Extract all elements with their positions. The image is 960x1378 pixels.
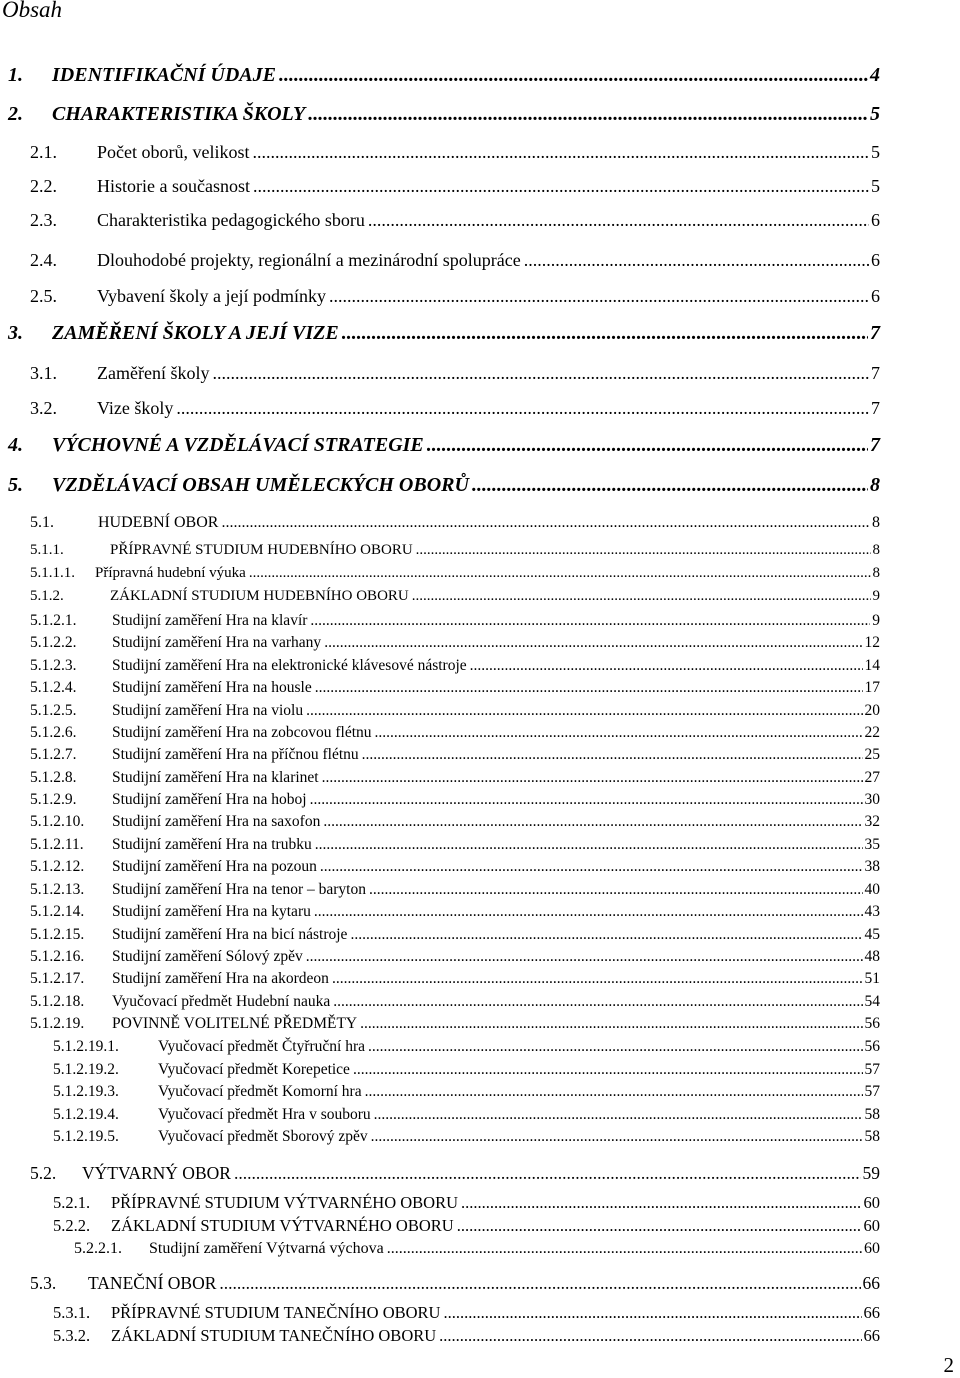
toc-title: Vize školy <box>97 398 174 418</box>
toc-entry-5-1-2-19-4[interactable] <box>53 1106 880 1124</box>
toc-page: 30 <box>864 791 880 808</box>
toc-entry-5-1-2-19-3[interactable] <box>53 1083 880 1101</box>
toc-title: Vyučovací předmět Čtyřruční hra <box>158 1038 366 1055</box>
toc-entry-5-1-2-10[interactable] <box>30 813 880 831</box>
toc-number: 1. <box>8 64 23 86</box>
toc-page: 22 <box>864 724 880 741</box>
toc-leader <box>461 1193 861 1213</box>
toc-page: 38 <box>864 858 880 875</box>
toc-leader <box>253 176 869 197</box>
toc-entry-5-1-2-11[interactable] <box>30 836 880 854</box>
toc-page: 5 <box>871 176 880 196</box>
toc-page: 59 <box>862 1163 880 1183</box>
toc-number: 5.1.2.4. <box>30 679 77 696</box>
toc-leader <box>353 1061 863 1079</box>
toc-entry-5-2-2[interactable] <box>53 1216 880 1236</box>
toc-entry-2-1[interactable] <box>30 142 880 163</box>
toc-title: Charakteristika pedagogického sboru <box>97 210 365 230</box>
toc-number: 5.1.2.19.1. <box>53 1038 119 1055</box>
toc-page: 8 <box>872 514 880 531</box>
toc-number: 5. <box>8 474 23 496</box>
toc-title: Studijní zaměření Hra na klarinet <box>112 769 319 786</box>
toc-number: 5.1.2.19.2. <box>53 1061 119 1078</box>
toc-leader <box>212 363 869 384</box>
toc-leader <box>234 1163 861 1184</box>
toc-number: 5.1.2.19.5. <box>53 1128 119 1145</box>
toc-entry-2[interactable] <box>8 103 880 126</box>
toc-page: 17 <box>864 679 880 696</box>
toc-leader <box>360 1015 862 1033</box>
toc-entry-2-2[interactable] <box>30 176 880 197</box>
toc-page: 7 <box>871 363 880 383</box>
toc-leader <box>306 702 862 720</box>
toc-number: 2.4. <box>30 250 57 270</box>
toc-number: 5.1.2.1. <box>30 612 77 629</box>
toc-entry-5-2-2-1[interactable] <box>74 1240 880 1258</box>
toc-page: 20 <box>864 702 880 719</box>
toc-leader <box>369 881 863 899</box>
toc-leader <box>443 1303 861 1323</box>
toc-leader <box>412 588 871 605</box>
toc-number: 5.1. <box>30 514 54 531</box>
toc-number: 5.1.2.2. <box>30 634 77 651</box>
toc-leader <box>329 286 869 307</box>
toc-number: 5.3.2. <box>53 1326 91 1345</box>
toc-entry-5-3-2[interactable] <box>53 1326 880 1346</box>
toc-title: VZDĚLÁVACÍ OBSAH UMĚLECKÝCH OBORŮ <box>52 474 469 496</box>
toc-entry-5[interactable] <box>8 474 880 497</box>
toc-title: Studijní zaměření Hra na elektronické klávesové nástroje <box>112 657 467 674</box>
toc-entry-5-1-2-19-2[interactable] <box>53 1061 880 1079</box>
toc-page: 56 <box>864 1038 880 1055</box>
toc-title: Zaměření školy <box>97 363 210 383</box>
toc-page: 58 <box>864 1106 880 1123</box>
toc-title: PŘÍPRAVNÉ STUDIUM HUDEBNÍHO OBORU <box>110 542 413 558</box>
toc-number: 5.1.2. <box>30 588 64 604</box>
toc-title: IDENTIFIKAČNÍ ÚDAJE <box>52 64 276 86</box>
toc-page: 8 <box>872 565 880 581</box>
toc-title: Dlouhodobé projekty, regionální a mezinárodní spolupráce <box>97 250 521 270</box>
toc-page: 12 <box>864 634 880 651</box>
toc-entry-2-5[interactable] <box>30 286 880 307</box>
toc-leader <box>368 1038 862 1056</box>
toc-entry-5-1-2-19-1[interactable] <box>53 1038 880 1056</box>
toc-leader <box>365 1083 863 1101</box>
toc-entry-5-1-2-5[interactable] <box>30 702 880 720</box>
toc-leader <box>472 474 868 497</box>
toc-leader <box>374 1106 863 1124</box>
toc-number: 5.1.2.7. <box>30 746 77 763</box>
toc-page: 7 <box>871 398 880 418</box>
toc-title: Studijní zaměření Hra na trubku <box>112 836 312 853</box>
toc-page: 57 <box>864 1061 880 1078</box>
toc-page: 56 <box>864 1015 880 1032</box>
toc-number: 5.1.2.19.4. <box>53 1106 119 1123</box>
toc-title: Studijní zaměření Hra na housle <box>112 679 312 696</box>
toc-leader <box>323 813 862 831</box>
toc-page: 9 <box>872 612 880 629</box>
toc-title: VÝCHOVNÉ A VZDĚLÁVACÍ STRATEGIE <box>52 434 424 456</box>
toc-leader <box>306 948 863 966</box>
toc-page: 45 <box>864 926 880 943</box>
toc-entry-5-1-2-14[interactable] <box>30 903 880 921</box>
toc-leader <box>249 565 871 582</box>
toc-page: 58 <box>864 1128 880 1145</box>
toc-entry-5-1-2-2[interactable] <box>30 634 880 652</box>
toc-page: 60 <box>863 1193 880 1212</box>
toc-page: 7 <box>870 322 880 344</box>
toc-number: 5.1.2.11. <box>30 836 84 853</box>
toc-entry-3-1[interactable] <box>30 363 880 384</box>
toc-number: 5.1.2.10. <box>30 813 85 830</box>
toc-entry-5-1-2-15[interactable] <box>30 926 880 944</box>
toc-page: 14 <box>864 657 880 674</box>
toc-number: 2.5. <box>30 286 57 306</box>
toc-title: Studijní zaměření Hra na tenor – baryton <box>112 881 366 898</box>
toc-leader <box>315 836 863 854</box>
toc-number: 4. <box>8 434 23 456</box>
toc-number: 5.1.2.6. <box>30 724 77 741</box>
toc-page: 57 <box>864 1083 880 1100</box>
toc-entry-5-1-2-17[interactable] <box>30 970 880 988</box>
toc-number: 2.3. <box>30 210 57 230</box>
toc-number: 5.1.2.3. <box>30 657 77 674</box>
toc-entry-5-2[interactable] <box>30 1163 880 1184</box>
toc-number: 5.1.2.12. <box>30 858 85 875</box>
toc-entry-5-3[interactable] <box>30 1273 880 1294</box>
toc-leader <box>375 724 863 742</box>
toc-number: 5.1.2.19.3. <box>53 1083 119 1100</box>
toc-entry-5-1-2-19-5[interactable] <box>53 1128 880 1146</box>
toc-title: Studijní zaměření Hra na kytaru <box>112 903 311 920</box>
toc-leader <box>362 746 863 764</box>
toc-page: 32 <box>864 813 880 830</box>
toc-page: 7 <box>870 434 880 456</box>
toc-entry-5-1-2-19[interactable] <box>30 1015 880 1033</box>
toc-number: 5.2.1. <box>53 1193 91 1212</box>
toc-title: Počet oborů, velikost <box>97 142 250 162</box>
toc-leader <box>371 1128 863 1146</box>
toc-leader <box>350 926 862 944</box>
toc-title: VÝTVARNÝ OBOR <box>82 1163 231 1183</box>
toc-page: 66 <box>862 1273 880 1293</box>
toc-title: Studijní zaměření Hra na saxofon <box>112 813 321 830</box>
toc-title: Vyučovací předmět Sborový zpěv <box>158 1128 368 1145</box>
toc-title: Vybavení školy a její podmínky <box>97 286 326 306</box>
toc-number: 2. <box>8 103 23 125</box>
toc-number: 5.1.1. <box>30 542 64 558</box>
toc-page: 8 <box>872 542 880 558</box>
toc-entry-5-1-2-16[interactable] <box>30 948 880 966</box>
toc-entry-5-1-2-9[interactable] <box>30 791 880 809</box>
toc-number: 3. <box>8 322 23 344</box>
toc-entry-3[interactable] <box>8 322 880 345</box>
toc-leader <box>524 250 869 271</box>
toc-title: TANEČNÍ OBOR <box>88 1273 217 1293</box>
toc-entry-5-1[interactable] <box>30 514 880 532</box>
toc-entry-4[interactable] <box>8 434 880 457</box>
toc-number: 5.1.2.13. <box>30 881 85 898</box>
toc-page: 54 <box>864 993 880 1010</box>
toc-leader <box>315 679 863 697</box>
toc-title: Studijní zaměření Hra na hoboj <box>112 791 307 808</box>
toc-number: 3.2. <box>30 398 57 418</box>
toc-leader <box>310 791 863 809</box>
toc-leader <box>176 398 869 419</box>
toc-leader <box>332 970 863 988</box>
toc-entry-2-3[interactable] <box>30 210 880 231</box>
toc-number: 5.3.1. <box>53 1303 91 1322</box>
toc-page: 40 <box>864 881 880 898</box>
toc-entry-3-2[interactable] <box>30 398 880 419</box>
toc-leader <box>279 64 868 87</box>
toc-entry-5-3-1[interactable] <box>53 1303 880 1323</box>
toc-page: 35 <box>864 836 880 853</box>
toc-leader <box>324 634 862 652</box>
toc-title: PŘÍPRAVNÉ STUDIUM TANEČNÍHO OBORU <box>111 1303 441 1322</box>
toc-leader <box>387 1240 862 1258</box>
toc-number: 3.1. <box>30 363 57 383</box>
toc-entry-5-1-2-13[interactable] <box>30 881 880 899</box>
toc-entry-5-1-2-1[interactable] <box>30 612 880 630</box>
toc-leader <box>457 1216 862 1236</box>
page-title: Obsah <box>2 0 63 22</box>
toc-title: Studijní zaměření Hra na akordeon <box>112 970 329 987</box>
toc-page: 43 <box>864 903 880 920</box>
toc-number: 5.2. <box>30 1163 57 1183</box>
toc-number: 5.2.2.1. <box>74 1240 122 1257</box>
toc-page: 27 <box>864 769 880 786</box>
toc-entry-5-1-1[interactable] <box>30 542 880 559</box>
toc-leader <box>427 434 868 457</box>
toc-page: 5 <box>871 142 880 162</box>
toc-title: Vyučovací předmět Hudební nauka <box>112 993 331 1010</box>
toc-page: 25 <box>864 746 880 763</box>
toc-title: Historie a současnost <box>97 176 250 196</box>
toc-entry-2-4[interactable] <box>30 250 880 271</box>
toc-title: ZAMĚŘENÍ ŠKOLY A JEJÍ VIZE <box>52 322 339 344</box>
toc-entry-5-1-2[interactable] <box>30 588 880 605</box>
toc-page: 60 <box>864 1240 880 1257</box>
toc-title: Studijní zaměření Hra na příčnou flétnu <box>112 746 359 763</box>
toc-title: Vyučovací předmět Komorní hra <box>158 1083 362 1100</box>
toc-title: PŘÍPRAVNÉ STUDIUM VÝTVARNÉHO OBORU <box>111 1193 459 1212</box>
toc-entry-5-2-1[interactable] <box>53 1193 880 1213</box>
toc-page: 9 <box>872 588 880 604</box>
toc-number: 5.1.2.16. <box>30 948 85 965</box>
toc-entry-1[interactable] <box>8 64 880 87</box>
toc-title: Studijní zaměření Hra na violu <box>112 702 304 719</box>
toc-page: 6 <box>871 210 880 230</box>
toc-title: Přípravná hudební výuka <box>95 565 246 581</box>
toc-page: 6 <box>871 286 880 306</box>
toc-leader <box>314 903 863 921</box>
toc-leader <box>322 769 863 787</box>
toc-title: Studijní zaměření Hra na bicí nástroje <box>112 926 348 943</box>
toc-number: 5.1.2.17. <box>30 970 85 987</box>
toc-leader <box>221 514 870 532</box>
toc-entry-5-1-2-4[interactable] <box>30 679 880 697</box>
toc-title: CHARAKTERISTIKA ŠKOLY <box>52 103 306 125</box>
toc-title: HUDEBNÍ OBOR <box>98 514 219 531</box>
toc-title: ZÁKLADNÍ STUDIUM VÝTVARNÉHO OBORU <box>111 1216 454 1235</box>
toc-page: 66 <box>863 1303 880 1322</box>
toc-leader <box>416 542 871 559</box>
toc-entry-5-1-2-12[interactable] <box>30 858 880 876</box>
toc-page: 66 <box>863 1326 880 1345</box>
toc-leader <box>310 612 870 630</box>
toc-page: 48 <box>864 948 880 965</box>
toc-number: 5.1.2.9. <box>30 791 77 808</box>
toc-title: Studijní zaměření Hra na pozoun <box>112 858 317 875</box>
toc-entry-5-1-2-8[interactable] <box>30 769 880 787</box>
toc-page: 51 <box>864 970 880 987</box>
toc-title: Studijní zaměření Hra na klavír <box>112 612 308 629</box>
toc-title: Studijní zaměření Výtvarná výchova <box>149 1240 384 1257</box>
toc-entry-5-1-2-6[interactable] <box>30 724 880 742</box>
toc-leader <box>439 1326 861 1346</box>
toc-entry-5-1-2-18[interactable] <box>30 993 880 1011</box>
toc-page: 4 <box>870 64 880 86</box>
toc-leader <box>368 210 869 231</box>
toc-title: ZÁKLADNÍ STUDIUM HUDEBNÍHO OBORU <box>110 588 409 604</box>
toc-number: 5.1.1.1. <box>30 565 75 581</box>
toc-page: 6 <box>871 250 880 270</box>
toc-title: POVINNĚ VOLITELNÉ PŘEDMĚTY <box>112 1015 358 1032</box>
toc-entry-5-1-2-3[interactable] <box>30 657 880 675</box>
toc-number: 5.1.2.14. <box>30 903 85 920</box>
toc-leader <box>219 1273 860 1294</box>
toc-number: 5.1.2.19. <box>30 1015 85 1032</box>
toc-title: Vyučovací předmět Hra v souboru <box>158 1106 371 1123</box>
toc-entry-5-1-1-1[interactable] <box>30 565 880 582</box>
toc-page: 60 <box>863 1216 880 1235</box>
toc-leader <box>333 993 862 1011</box>
toc-number: 5.1.2.8. <box>30 769 77 786</box>
toc-leader <box>308 103 868 126</box>
toc-leader <box>470 657 863 675</box>
toc-title: Studijní zaměření Sólový zpěv <box>112 948 303 965</box>
toc-title: Studijní zaměření Hra na varhany <box>112 634 322 651</box>
toc-page: 5 <box>870 103 880 125</box>
toc-number: 5.1.2.15. <box>30 926 85 943</box>
toc-leader <box>252 142 869 163</box>
page-number: 2 <box>943 1353 954 1377</box>
toc-number: 5.1.2.5. <box>30 702 77 719</box>
toc-title: Studijní zaměření Hra na zobcovou flétnu <box>112 724 372 741</box>
toc-number: 5.2.2. <box>53 1216 91 1235</box>
toc-page: 8 <box>870 474 880 496</box>
toc-leader <box>342 322 868 345</box>
toc-leader <box>320 858 863 876</box>
toc-number: 5.1.2.18. <box>30 993 85 1010</box>
toc-title: ZÁKLADNÍ STUDIUM TANEČNÍHO OBORU <box>111 1326 437 1345</box>
toc-title: Vyučovací předmět Korepetice <box>158 1061 350 1078</box>
toc-number: 2.1. <box>30 142 57 162</box>
toc-number: 2.2. <box>30 176 57 196</box>
toc-entry-5-1-2-7[interactable] <box>30 746 880 764</box>
toc-number: 5.3. <box>30 1273 57 1293</box>
